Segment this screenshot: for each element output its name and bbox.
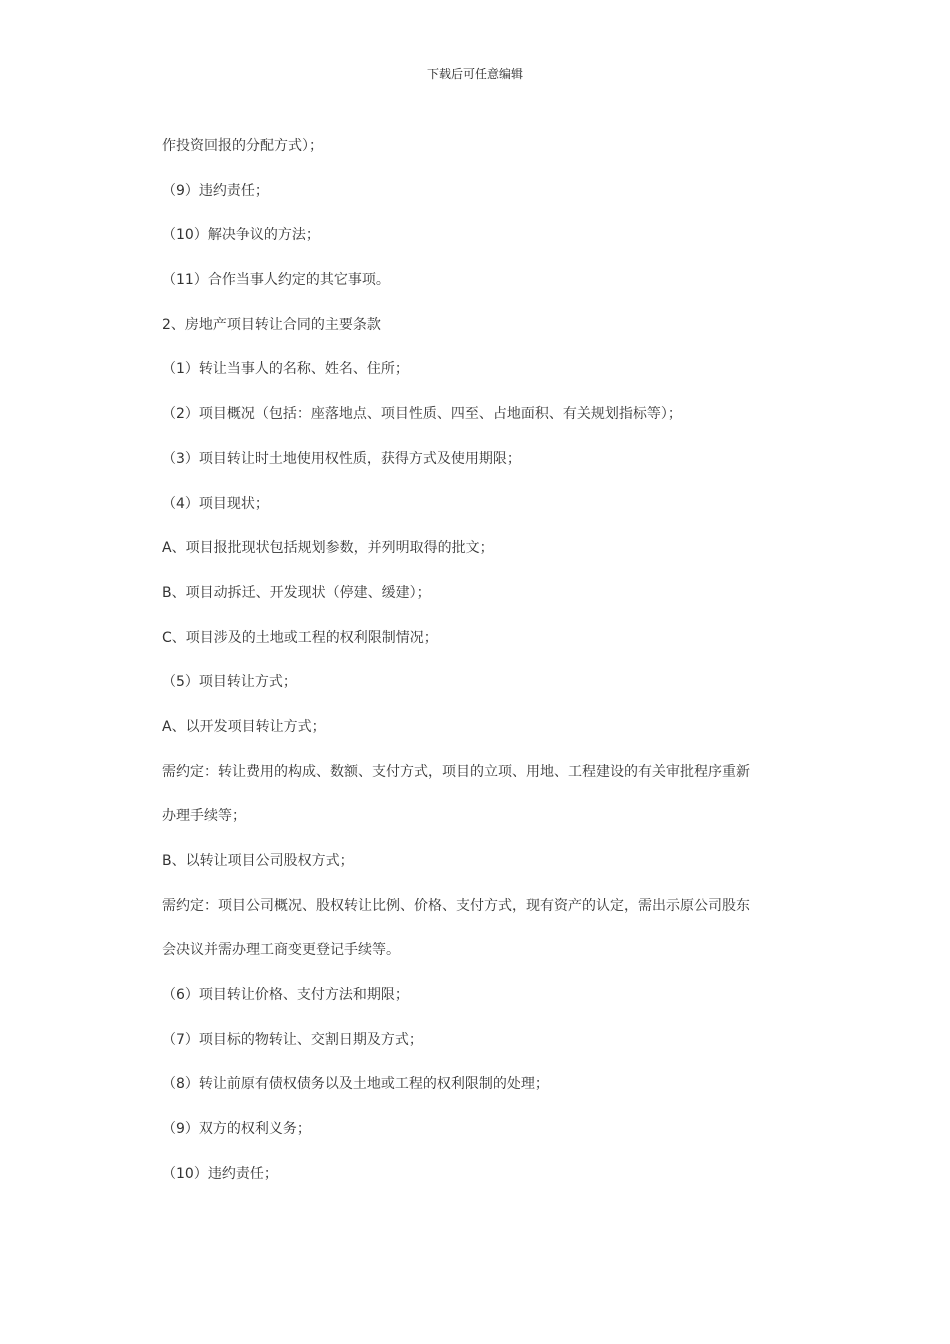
paragraph-line: （5）项目转让方式；	[162, 674, 297, 691]
paragraph-line: （11）合作当事人约定的其它事项。	[162, 272, 390, 289]
paragraph-line: 作投资回报的分配方式）；	[162, 138, 323, 154]
paragraph-line: （6）项目转让价格、支付方法和期限；	[162, 987, 409, 1004]
paragraph-line: （2）项目概况（包括：座落地点、项目性质、四至、占地面积、有关规划指标等）；	[162, 406, 682, 423]
paragraph-line: （4）项目现状；	[162, 495, 269, 512]
paragraph-line: B、以转让项目公司股权方式；	[162, 853, 354, 869]
paragraph-line: （3）项目转让时土地使用权性质，获得方式及使用期限；	[162, 450, 521, 467]
paragraph-line: 会决议并需办理工商变更登记手续等。	[162, 942, 400, 959]
paragraph-line: （10）违约责任；	[162, 1165, 278, 1182]
paragraph-line: （8）转让前原有债权债务以及土地或工程的权利限制的处理；	[162, 1076, 549, 1093]
paragraph-line: 需约定：转让费用的构成、数额、支付方式，项目的立项、用地、工程建设的有关审批程序重新	[162, 763, 750, 780]
paragraph-line: 办理手续等；	[162, 808, 246, 825]
paragraph-line: B、项目动拆迁、开发现状（停建、缓建）；	[162, 584, 431, 601]
paragraph-line: A、项目报批现状包括规划参数，并列明取得的批文；	[162, 540, 494, 557]
document-body	[162, 134, 812, 1207]
paragraph-line: C、项目涉及的土地或工程的权利限制情况；	[162, 629, 438, 646]
paragraph-line: A、以开发项目转让方式；	[162, 718, 326, 735]
section-heading: 2、房地产项目转让合同的主要条款	[162, 316, 381, 333]
paragraph-line: （9）双方的权利义务；	[162, 1121, 311, 1138]
paragraph-line: （7）项目标的物转让、交割日期及方式；	[162, 1031, 423, 1048]
paragraph-line: 需约定：项目公司概况、股权转让比例、价格、支付方式，现有资产的认定，需出示原公司股东	[162, 897, 750, 914]
paragraph-line: （9）违约责任；	[162, 182, 269, 199]
page-header: 下载后可任意编辑	[426, 67, 523, 81]
paragraph-line: （10）解决争议的方法；	[162, 227, 320, 244]
paragraph-line: （1）转让当事人的名称、姓名、住所；	[162, 361, 409, 378]
